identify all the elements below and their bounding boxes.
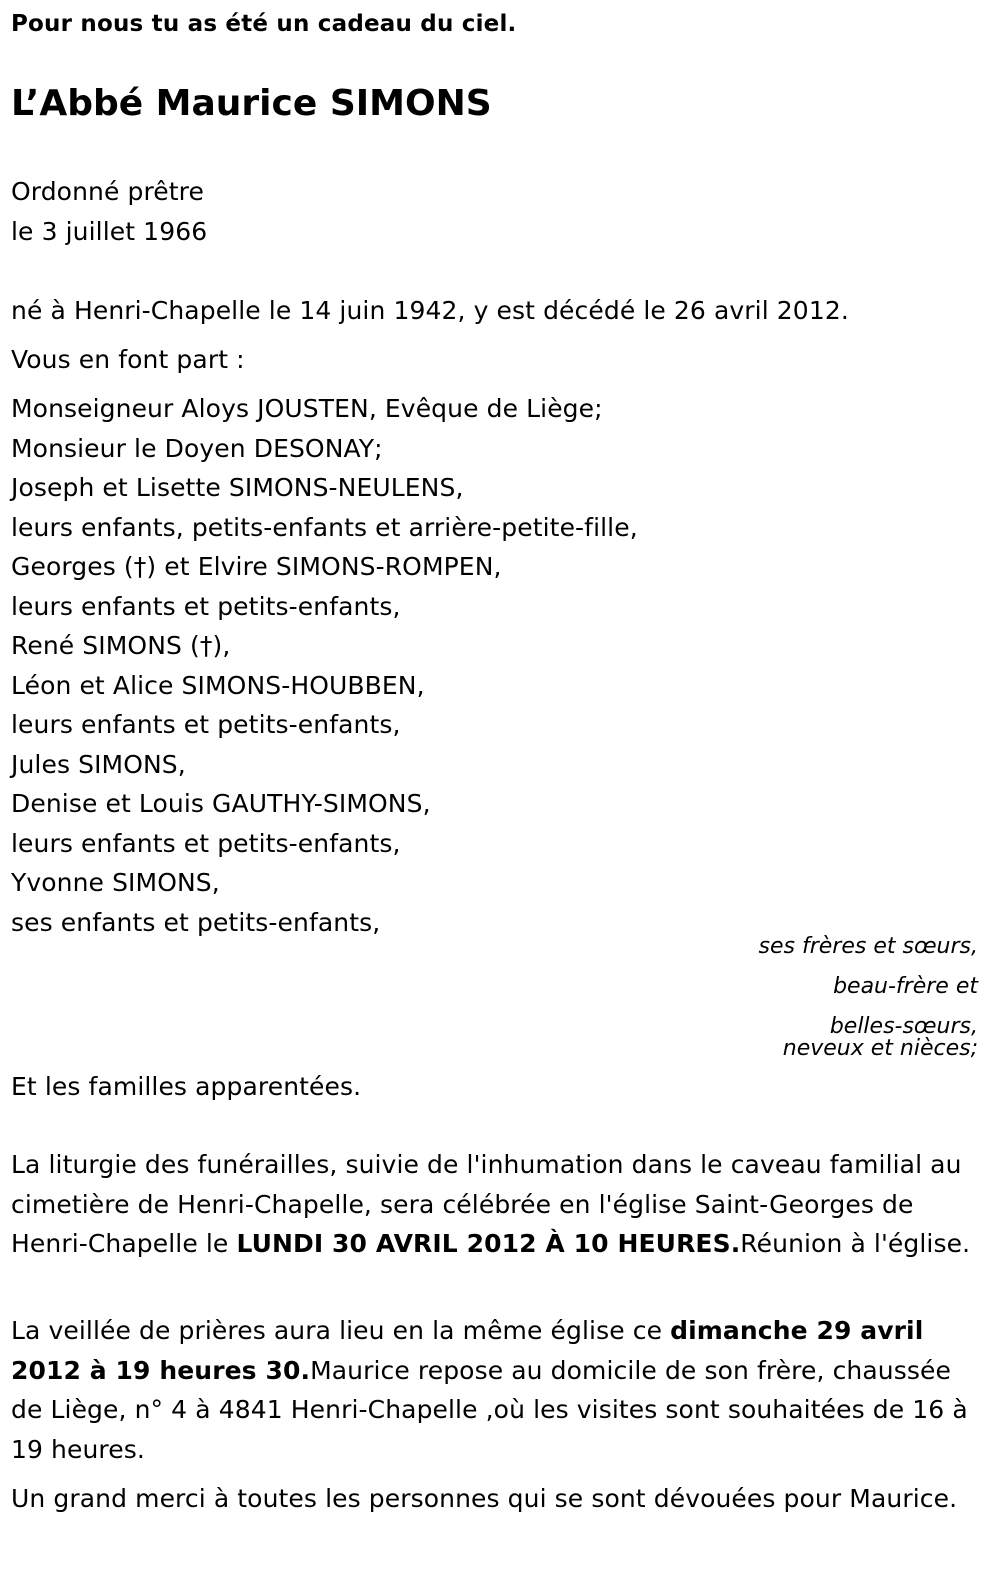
mourner-line: leurs enfants et petits-enfants,	[11, 710, 401, 739]
ordination-date: le 3 juillet 1966	[11, 216, 208, 246]
liturgy-meeting: Réunion à l'église.	[740, 1229, 971, 1258]
mourner-line: leurs enfants et petits-enfants,	[11, 828, 401, 858]
epigraph: Pour nous tu as été un cadeau du ciel.	[11, 11, 517, 37]
mourner-line: leurs enfants, petits-enfants et arrière-petite-fille,	[11, 512, 638, 542]
relation-line: belles-sœurs,	[829, 1014, 978, 1039]
vigil-visits: Maurice repose au domicile de son frère, chaussée de Liège, n° 4 à 4841 Henri-Chapelle ,où les visites sont souhaitées de 16 à 19 heures.	[11, 1355, 968, 1464]
ordination-line: Ordonné prêtre	[11, 177, 204, 206]
mourner-line: Monsieur le Doyen DESONAY;	[11, 433, 383, 463]
liturgy-paragraph	[11, 1145, 971, 1264]
mourner-line: Georges (†) et Elvire SIMONS-ROMPEN,	[11, 552, 502, 581]
liturgy-text: La liturgie des funérailles, suivie de l'inhumation dans le caveau familial au cimetière de Henri-Chapelle, sera célébrée en l'église Saint-Georges de Henri-Chapelle le	[11, 1150, 962, 1258]
relation-line: beau-frère et	[833, 974, 978, 999]
mourner-line: René SIMONS (†),	[11, 631, 231, 660]
ordination-block	[11, 172, 207, 251]
birth-death-line: né à Henri-Chapelle le 14 juin 1942, y est décédé le 26 avril 2012.	[11, 296, 849, 325]
relation-line: neveux et nièces;	[782, 1036, 978, 1061]
mourner-line: Yvonne SIMONS,	[11, 868, 220, 897]
mourner-line: Joseph et Lisette SIMONS-NEULENS,	[11, 473, 464, 502]
vigil-paragraph	[11, 1311, 971, 1469]
relation-line: ses frères et sœurs,	[758, 934, 978, 959]
relations-block	[759, 927, 978, 1060]
liturgy-datetime: LUNDI 30 AVRIL 2012 À 10 HEURES.	[236, 1229, 741, 1258]
mourner-line: leurs enfants et petits-enfants,	[11, 591, 401, 621]
thanks-paragraph: Un grand merci à toutes les personnes qui se sont dévouées pour Maurice.	[11, 1484, 958, 1513]
mourner-line: ses enfants et petits-enfants,	[11, 907, 381, 937]
mourner-line: Léon et Alice SIMONS-HOUBBEN,	[11, 670, 425, 700]
vigil-text: La veillée de prières aura lieu en la même église ce	[11, 1316, 671, 1345]
announcement-intro: Vous en font part :	[11, 345, 245, 374]
deceased-name: L’Abbé Maurice SIMONS	[11, 83, 492, 124]
mourner-line: Monseigneur Aloys JOUSTEN, Evêque de Liège;	[11, 394, 603, 423]
families-line: Et les familles apparentées.	[11, 1072, 362, 1101]
mourners-list	[11, 389, 638, 942]
vigil-datetime: dimanche 29 avril 2012 à 19 heures 30.	[11, 1316, 924, 1385]
mourner-line: Jules SIMONS,	[11, 749, 186, 779]
mourner-line: Denise et Louis GAUTHY-SIMONS,	[11, 789, 431, 818]
